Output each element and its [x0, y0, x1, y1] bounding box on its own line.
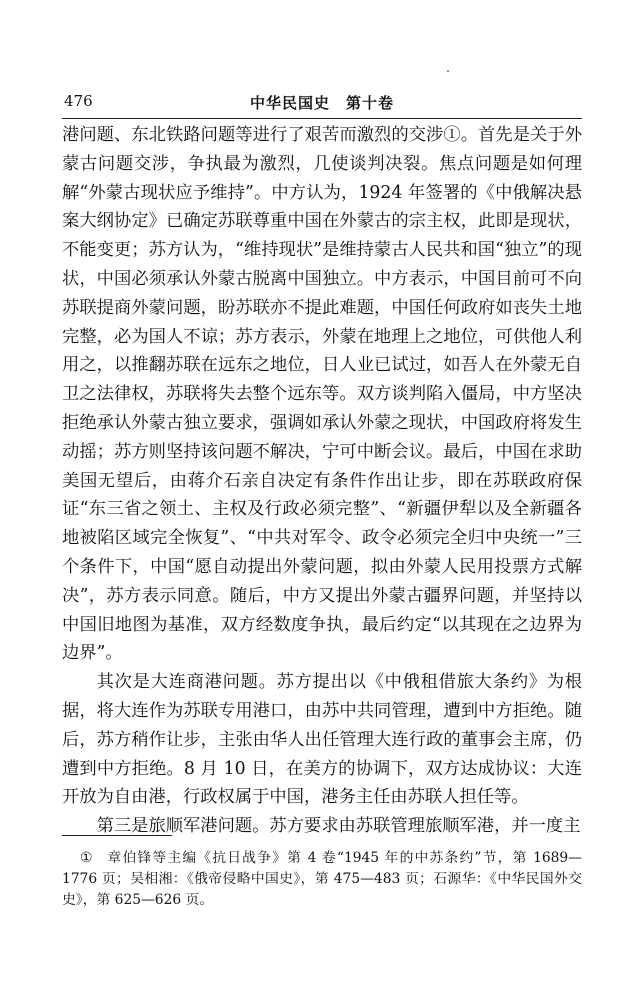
paragraph-outer-mongolia: 港问题、东北铁路问题等进行了艰苦而激烈的交涉①。首先是关于外蒙古问题交涉，争执最为激烈，几使谈判决裂。焦点问题是如何理解“外蒙古现状应予维持”。中方认为，1924 年签署的《中俄解决悬案大纲协定》已确定苏联尊重中国在外蒙古的宗主权，此即是现状，不能变更；苏方认为，“维持现状”是维持蒙古人民共和国“独立”的现状，中国必须承认外蒙古脱离中国独立。中方表示，中国目前可不向苏联提商外蒙问题，盼苏联亦不提此难题，中国任何政府如丧失土地完整，必为国人不谅；苏方表示，外蒙在地理上之地位，可供他人利用之，以推翻苏联在远东之地位，日人业已试过，如吾人在外蒙无自卫之法律权，苏联将失去整个远东等。双方谈判陷入僵局，中方坚决拒绝承认外蒙古独立要求，强调如承认外蒙之现状，中国政府将发生动摇；苏方则坚持该问题不解决，宁可中断会议。最后，中国在求助美国无望后，由蒋介石亲自决定有条件作出让步，即在苏联政府保证“东三省之领土、主权及行政必须完整”、“新疆伊犁以及全新疆各地被陷区域完全恢复”、“中共对军令、政令必须完全归中央统一”三个条件下，中国“愿自动提出外蒙问题，拟由外蒙人民用投票方式解决”，苏方表示同意。随后，中方又提出外蒙古疆界问题，并坚持以中国旧地图为基准，双方经数度争执，最后约定“以其现在之边界为边界”。: [62, 125, 582, 664]
paragraph-lushun-port: 第三是旅顺军港问题。苏方要求由苏联管理旅顺军港，并一度主: [96, 816, 581, 837]
main-text: [62, 121, 582, 841]
footnote-text: 章伯锋等主编《抗日战争》第 4 卷“1945 年的中苏条约”节，第 1689—1776 页；吴相湘：《俄帝侵略中国史》，第 475—483 页；石源华：《中华民国外交史》，第 625—626 页。: [62, 850, 582, 909]
footnote-rule: [62, 835, 172, 836]
page-number: 476: [64, 92, 93, 110]
running-title: 中华民国史 第十卷: [249, 94, 394, 112]
header-rule: [62, 118, 582, 119]
scan-speck: [447, 70, 449, 72]
footnote: [62, 848, 582, 912]
footnote-mark: ①: [79, 850, 94, 866]
paragraph-dalian-port: 其次是大连商港问题。苏方提出以《中俄租借旅大条约》为根据，将大连作为苏联专用港口，由苏中共同管理，遭到中方拒绝。随后，苏方稍作让步，主张由华人出任管理大连行政的董事会主席，仍遭到中方拒绝。8 月 10 日，在美方的协调下，双方达成协议：大连开放为自由港，行政权属于中国，港务主任由苏联人担任等。: [62, 672, 582, 808]
page-header: [62, 92, 582, 118]
